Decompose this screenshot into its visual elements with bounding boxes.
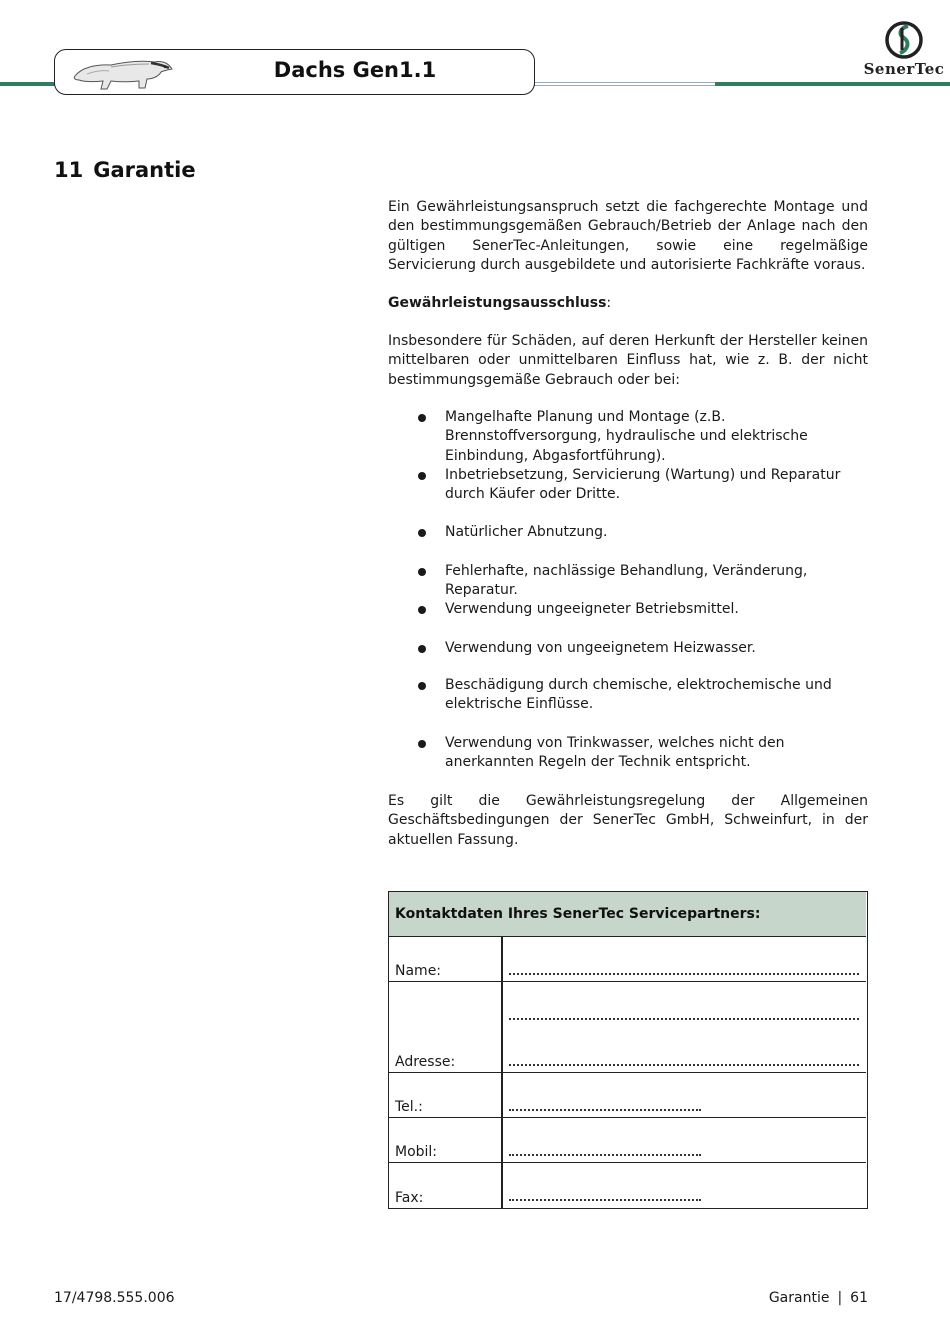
tel-field[interactable] bbox=[509, 1109, 701, 1111]
badger-logo-icon bbox=[71, 52, 175, 94]
list-item-text: Natürlicher Abnutzung. bbox=[445, 524, 608, 540]
column-divider bbox=[501, 937, 503, 981]
page-number: 61 bbox=[850, 1290, 868, 1306]
fax-field[interactable] bbox=[509, 1199, 701, 1201]
exclusion-heading-text: Gewährleistungsausschluss bbox=[388, 295, 607, 311]
contact-label: Mobil: bbox=[395, 1144, 438, 1160]
contact-row-name bbox=[389, 937, 866, 982]
page-footer bbox=[769, 1290, 868, 1306]
list-item-text: Verwendung ungeeigneter Betriebsmittel. bbox=[445, 601, 739, 617]
contact-label: Fax: bbox=[395, 1190, 424, 1206]
header-rule-segment bbox=[535, 82, 715, 86]
column-divider bbox=[501, 982, 503, 1072]
address-field-line-2[interactable] bbox=[509, 1064, 859, 1066]
senertec-logo bbox=[862, 20, 946, 82]
column-divider bbox=[501, 1073, 503, 1117]
contact-row-tel bbox=[389, 1073, 866, 1118]
footer-section-name: Garantie bbox=[768, 1290, 830, 1306]
contact-row-fax bbox=[389, 1163, 866, 1208]
document-number: 17/4798.555.006 bbox=[54, 1290, 175, 1306]
list-item-text: Fehlerhafte, nachlässige Behandlung, Veränderung, Reparatur. bbox=[445, 563, 808, 599]
brand-name: SenerTec bbox=[863, 60, 945, 78]
section-number: 11 bbox=[54, 158, 84, 182]
contact-row-mobile bbox=[389, 1118, 866, 1163]
bullet-icon bbox=[418, 414, 426, 422]
contact-label: Tel.: bbox=[395, 1099, 423, 1115]
bullet-icon bbox=[418, 568, 426, 576]
bullet-icon bbox=[418, 645, 426, 653]
contact-label: Name: bbox=[395, 963, 442, 979]
list-item-text: Mangelhafte Planung und Montage (z.B. Brennstoffversorgung, hydraulische und elektrische Einbindung, Abgasfortführung). bbox=[445, 409, 808, 464]
bullet-icon bbox=[418, 529, 426, 537]
contact-table-header bbox=[389, 892, 866, 937]
closing-paragraph: Es gilt die Gewährleistungsregelung der Allgemeinen Geschäftsbedingungen der SenerTec GmbH, Schweinfurt, in der aktuellen Fassung. bbox=[388, 793, 868, 848]
intro-paragraph: Ein Gewährleistungsanspruch setzt die fachgerechte Montage und den bestimmungsgemäßen Gebrauch/Betrieb der Anlage nach den gültigen SenerTec-Anleitungen, sowie eine regelmäßige Servicierung durch ausgebildete und autorisierte Fachkräfte voraus. bbox=[388, 199, 868, 273]
bullet-icon bbox=[418, 606, 426, 614]
mobile-field[interactable] bbox=[509, 1154, 701, 1156]
bullet-icon bbox=[418, 740, 426, 748]
header-title-box bbox=[54, 49, 535, 95]
section-title: Garantie bbox=[93, 158, 196, 182]
contact-row-address bbox=[389, 982, 866, 1073]
list-item-text: Beschädigung durch chemische, elektrochemische und elektrische Einflüsse. bbox=[445, 677, 832, 713]
contact-table-heading: Kontaktdaten Ihres SenerTec Servicepartners: bbox=[395, 906, 761, 922]
address-field-line-1[interactable] bbox=[509, 1018, 859, 1020]
footer-separator: | bbox=[837, 1290, 843, 1306]
name-field[interactable] bbox=[509, 973, 859, 975]
exclusion-heading bbox=[388, 294, 868, 313]
column-divider bbox=[501, 1118, 503, 1162]
column-divider bbox=[501, 1163, 503, 1208]
bullet-icon bbox=[418, 472, 426, 480]
exclusion-intro: Insbesondere für Schäden, auf deren Herkunft der Hersteller keinen mittelbaren oder unmittelbaren Einfluss hat, wie z. B. der nicht bestimmungsgemäße Gebrauch oder bei: bbox=[388, 333, 868, 388]
document-title: Dachs Gen1.1 bbox=[273, 58, 437, 82]
contact-label: Adresse: bbox=[395, 1054, 456, 1070]
exclusion-heading-colon: : bbox=[606, 295, 612, 311]
list-item-text: Verwendung von Trinkwasser, welches nicht den anerkannten Regeln der Technik entspricht. bbox=[445, 735, 785, 771]
bullet-icon bbox=[418, 682, 426, 690]
senertec-mark-icon bbox=[884, 20, 924, 60]
contact-table bbox=[388, 891, 868, 1209]
section-heading bbox=[54, 158, 196, 182]
list-item-text: Verwendung von ungeeignetem Heizwasser. bbox=[445, 640, 756, 656]
list-item-text: Inbetriebsetzung, Servicierung (Wartung) und Reparatur durch Käufer oder Dritte. bbox=[445, 467, 841, 503]
